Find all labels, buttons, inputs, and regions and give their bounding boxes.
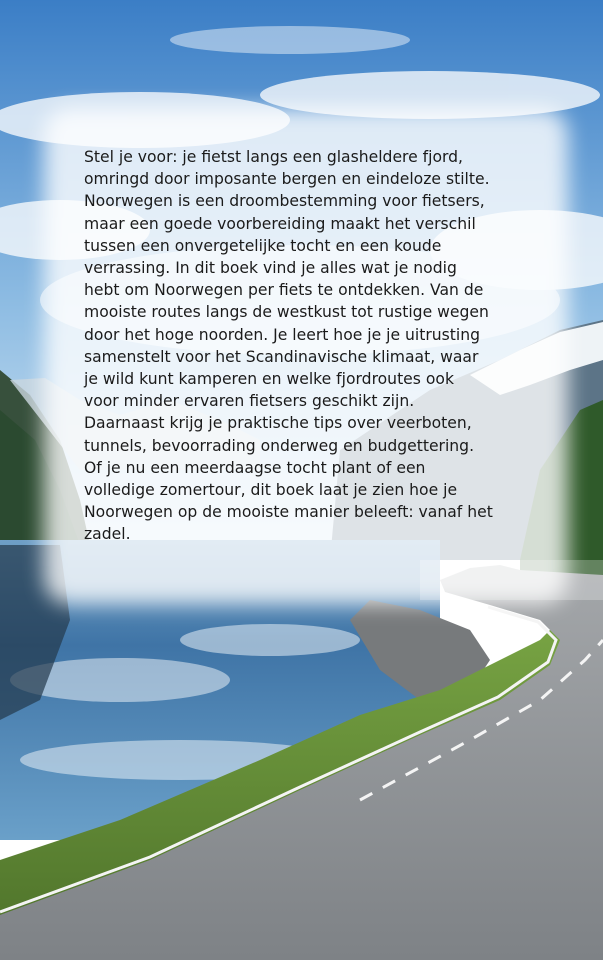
blurb-line: je wild kunt kamperen en welke fjordroutes ook	[84, 370, 454, 389]
back-cover-blurb	[84, 146, 554, 546]
blurb-line: Stel je voor: je fietst langs een glasheldere fjord,	[84, 148, 464, 166]
blurb-line: hebt om Noorwegen per fiets te ontdekken. Van de	[84, 281, 484, 300]
blurb-line: verrassing. In dit boek vind je alles wat je nodig	[84, 259, 457, 278]
blurb-line: omringd door imposante bergen en eindeloze stilte.	[84, 170, 490, 189]
blurb-line: volledige zomertour, dit boek laat je zien hoe je	[84, 481, 458, 500]
blurb-line: Noorwegen is een droombestemming voor fietsers,	[84, 192, 485, 211]
blurb-line: maar een goede voorbereiding maakt het verschil	[84, 214, 476, 233]
blurb-line: mooiste routes langs de westkust tot rustige wegen	[84, 303, 489, 322]
blurb-line: zadel.	[84, 525, 131, 544]
blurb-line: tussen een onvergetelijke tocht en een koude	[84, 236, 442, 255]
blurb-line: Of je nu een meerdaagse tocht plant of een	[84, 458, 426, 477]
blurb-line: samenstelt voor het Scandinavische klimaat, waar	[84, 347, 479, 366]
blurb-line: Daarnaast krijg je praktische tips over veerboten,	[84, 414, 472, 433]
blurb-line: tunnels, bevoorrading onderweg en budgettering.	[84, 436, 475, 455]
blurb-line: voor minder ervaren fietsers geschikt zijn.	[84, 392, 415, 411]
blurb-line: Noorwegen op de mooiste manier beleeft: vanaf het	[84, 503, 493, 522]
blurb-line: door het hoge noorden. Je leert hoe je je uitrusting	[84, 325, 481, 344]
